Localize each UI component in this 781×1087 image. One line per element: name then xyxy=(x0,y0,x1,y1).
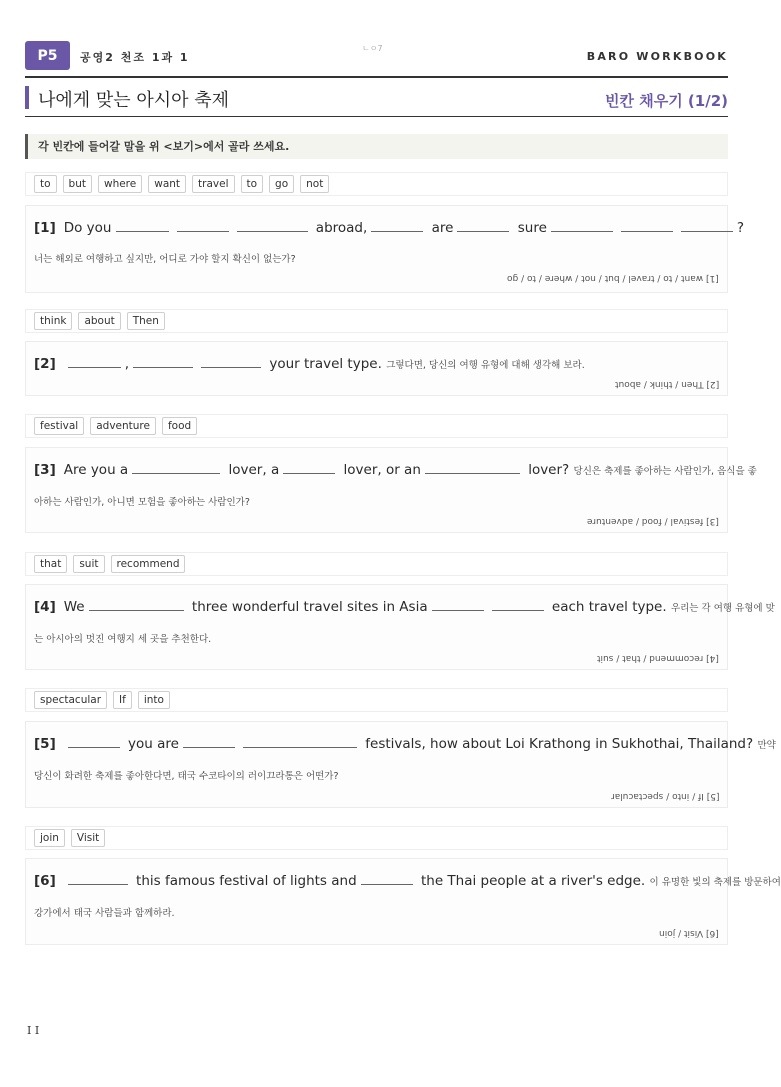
sentence-part: are xyxy=(431,220,454,236)
question-number: [1] xyxy=(34,220,56,236)
answer-key: [2] Then / think / about xyxy=(614,379,719,389)
question-card-4 xyxy=(25,584,775,670)
word-bank-6 xyxy=(25,826,728,850)
question-number: [6] xyxy=(34,873,56,889)
title-accent-bar xyxy=(25,86,29,109)
question-sentence xyxy=(34,217,744,236)
korean-translation: 만약 xyxy=(757,740,776,751)
word-bank-2 xyxy=(25,309,728,333)
answer-blank[interactable] xyxy=(237,217,308,232)
word-bank-3 xyxy=(25,414,728,438)
word-chip: travel xyxy=(192,175,234,193)
word-chip: adventure xyxy=(90,417,156,435)
answer-blank[interactable] xyxy=(116,217,169,232)
answer-blank[interactable] xyxy=(201,353,261,368)
sentence-part: sure xyxy=(517,220,547,236)
word-chip: not xyxy=(300,175,329,193)
question-card-3 xyxy=(25,447,757,533)
korean-translation: 당신은 축제를 좋아하는 사람인가, 음식을 좋 xyxy=(573,466,757,477)
question-card-2 xyxy=(25,341,728,396)
answer-blank[interactable] xyxy=(371,217,423,232)
korean-translation-cont: 당신이 화려한 축제를 좋아한다면, 태국 수코타이의 러이끄라통은 어떤가? xyxy=(34,771,339,782)
word-chip: suit xyxy=(73,555,104,573)
answer-key: [5] If / into / spectacular xyxy=(610,791,719,801)
word-chip: festival xyxy=(34,417,84,435)
word-chip: recommend xyxy=(111,555,186,573)
question-sentence xyxy=(34,733,776,752)
sentence-part: three wonderful travel sites in Asia xyxy=(191,599,428,615)
word-chip: spectacular xyxy=(34,691,107,709)
page-title: 나에게 맞는 아시아 축제 xyxy=(38,90,230,111)
word-chip: go xyxy=(269,175,294,193)
korean-translation-cont: 강가에서 태국 사람들과 함께하라. xyxy=(34,908,175,919)
answer-blank[interactable] xyxy=(283,459,335,474)
answer-blank[interactable] xyxy=(183,733,235,748)
word-chip: want xyxy=(148,175,186,193)
question-sentence xyxy=(34,870,781,889)
word-chip: but xyxy=(63,175,92,193)
word-chip: to xyxy=(241,175,264,193)
question-sentence xyxy=(34,353,585,372)
word-bank-5 xyxy=(25,688,728,712)
sentence-part: lover? xyxy=(528,462,570,478)
answer-key: [4] recommend / that / suit xyxy=(597,653,719,663)
answer-key: [3] festival / food / adventure xyxy=(587,516,719,526)
answer-key: [1] want / to / travel / but / not / where / to / go xyxy=(507,273,719,283)
sentence-part: We xyxy=(63,599,85,615)
sentence-part: lover, a xyxy=(228,462,280,478)
word-chip: If xyxy=(113,691,132,709)
word-bank-1 xyxy=(25,172,728,196)
answer-blank[interactable] xyxy=(425,459,520,474)
sentence-part: abroad, xyxy=(315,220,368,236)
brand-label: BARO WORKBOOK xyxy=(586,50,728,63)
word-chip: Then xyxy=(127,312,165,330)
sentence-part: Do you xyxy=(63,220,112,236)
page-mark: ㄴㅇ7 xyxy=(362,44,383,53)
instruction-box: 각 빈칸에 들어갈 말을 위 <보기>에서 골라 쓰세요. xyxy=(25,134,728,159)
korean-translation: 이 유명한 빛의 축제를 방문하여 xyxy=(649,877,781,888)
question-sentence xyxy=(34,459,757,478)
word-chip: into xyxy=(138,691,170,709)
title-rule xyxy=(25,116,728,117)
sentence-part: Are you a xyxy=(63,462,129,478)
word-chip: to xyxy=(34,175,57,193)
sentence-part: lover, or an xyxy=(343,462,421,478)
word-chip: food xyxy=(162,417,197,435)
korean-translation-cont: 아하는 사람인가, 아니면 모험을 좋아하는 사람인가? xyxy=(34,497,250,508)
answer-blank[interactable] xyxy=(177,217,229,232)
answer-blank[interactable] xyxy=(132,459,220,474)
course-label: 공영2 천조 1과 1 xyxy=(80,51,190,64)
question-card-1 xyxy=(25,205,745,293)
answer-blank[interactable] xyxy=(621,217,673,232)
word-chip: join xyxy=(34,829,65,847)
word-chip: that xyxy=(34,555,67,573)
header-rule xyxy=(25,76,728,78)
answer-blank[interactable] xyxy=(551,217,613,232)
page-badge: P5 xyxy=(25,41,70,70)
question-number: [4] xyxy=(34,599,56,615)
word-chip: think xyxy=(34,312,72,330)
korean-translation-cont: 는 아시아의 멋진 여행지 세 곳을 추천한다. xyxy=(34,634,212,645)
section-title: 빈칸 채우기 (1/2) xyxy=(605,92,728,110)
answer-blank[interactable] xyxy=(68,733,120,748)
page-number: I I xyxy=(27,1024,40,1037)
sentence-part: festivals, how about Loi Krathong in Sukhothai, Thailand? xyxy=(365,736,754,752)
answer-blank[interactable] xyxy=(68,870,128,885)
answer-blank[interactable] xyxy=(492,596,544,611)
question-card-6 xyxy=(25,858,781,945)
answer-key: [6] Visit / join xyxy=(659,928,719,938)
sentence-part: ? xyxy=(736,220,745,236)
word-chip: Visit xyxy=(71,829,105,847)
sentence-part: your travel type. xyxy=(269,356,382,372)
word-bank-4 xyxy=(25,552,728,576)
korean-translation: 너는 해외로 여행하고 싶지만, 어디로 가야 할지 확신이 없는가? xyxy=(34,254,296,265)
korean-translation: 그렇다면, 당신의 여행 유형에 대해 생각해 보라. xyxy=(386,360,585,371)
question-number: [3] xyxy=(34,462,56,478)
answer-blank[interactable] xyxy=(133,353,193,368)
word-chip: where xyxy=(98,175,142,193)
question-card-5 xyxy=(25,721,776,808)
word-chip: about xyxy=(78,312,120,330)
question-sentence xyxy=(34,596,775,615)
answer-blank[interactable] xyxy=(681,217,733,232)
answer-blank[interactable] xyxy=(243,733,357,748)
sentence-part: this famous festival of lights and xyxy=(136,873,357,889)
answer-blank[interactable] xyxy=(89,596,184,611)
question-number: [2] xyxy=(34,356,56,372)
answer-blank[interactable] xyxy=(361,870,413,885)
question-number: [5] xyxy=(34,736,56,752)
answer-blank[interactable] xyxy=(68,353,121,368)
sentence-part: each travel type. xyxy=(551,599,667,615)
sentence-part: , xyxy=(124,356,130,372)
sentence-part: you are xyxy=(128,736,179,752)
korean-translation: 우리는 각 여행 유형에 맞 xyxy=(670,603,775,614)
sentence-part: the Thai people at a river's edge. xyxy=(420,873,646,889)
answer-blank[interactable] xyxy=(457,217,509,232)
answer-blank[interactable] xyxy=(432,596,484,611)
